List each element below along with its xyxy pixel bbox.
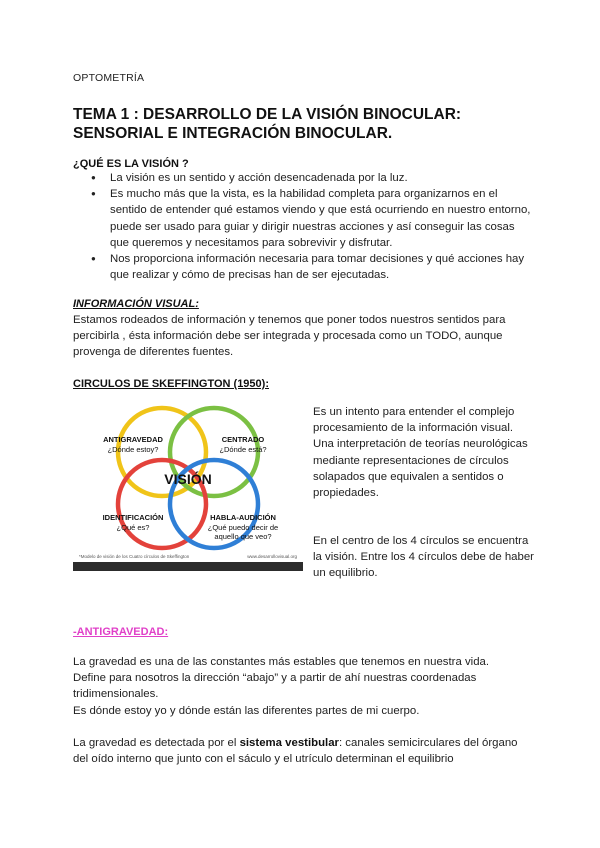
info-paragraph: Estamos rodeados de información y tenemos que poner todos nuestros sentidos para percibirla , ésta información debe ser integrada y procesada como un TODO, aunque provenga de diferentes fuentes. (73, 314, 506, 359)
antigravedad-paragraph-1: La gravedad es una de las constantes más estables que tenemos en nuestra vida. Define para nosotros la dirección “abajo” y a partir de ahí nuestras coordenadas tridimensionales. (73, 656, 490, 701)
section-heading-vision: ¿QUÉ ES LA VISIÓN ? (73, 158, 189, 170)
diagram-caption-left: *Modelo de visión de los Cuatro círculos de Skeffington (79, 554, 190, 559)
diagram-sub-antigravedad: ¿Dónde estoy? (107, 445, 159, 454)
skeffington-diagram (73, 392, 303, 585)
antigravedad-paragraph-3 (73, 735, 523, 767)
section-heading-info: INFORMACIÓN VISUAL: (73, 298, 199, 310)
diagram-sub-habla-audicion-1: ¿Qué puedo decir de (207, 523, 279, 532)
circles-svg (73, 392, 303, 572)
title-line-1: TEMA 1 : DESARROLLO DE LA VISIÓN BINOCULAR: (73, 106, 462, 123)
diagram-label-habla-audicion: HABLA-AUDICIÓN (210, 513, 276, 522)
diagram-sub-identificacion: ¿Qué es? (116, 523, 150, 532)
diagram-sub-centrado: ¿Dónde está? (219, 445, 267, 454)
diagram-bottom-bar (73, 562, 303, 571)
diagram-label-centrado: CENTRADO (221, 435, 265, 444)
diagram-center-label: VISIÓN (164, 471, 212, 487)
section-heading-antigravedad: -ANTIGRAVEDAD: (73, 626, 169, 638)
circles-description-2: En el centro de los 4 círculos se encuentra la visión. Entre los 4 círculos debe de haber un equilibrio. (313, 535, 534, 580)
diagram-label-antigravedad: ANTIGRAVEDAD (103, 435, 163, 444)
page-title (73, 105, 553, 143)
diagram-caption-right: www.desarrollovisual.org (247, 554, 297, 559)
paragraph-text: La gravedad es detectada por el (73, 737, 240, 749)
antigravedad-paragraph-2: Es dónde estoy yo y dónde están las diferentes partes de mi cuerpo. (73, 705, 420, 717)
list-item: ● Nos proporciona información necesaria para tomar decisiones y qué acciones hay que realizar y cómo de precisas han de ser ejecutadas. (91, 251, 531, 283)
vision-bullet-list (91, 170, 531, 283)
list-item: ● La visión es un sentido y acción desencadenada por la luz. (91, 170, 531, 186)
list-item: ● Es mucho más que la vista, es la habilidad completa para organizarnos en el sentido de entender qué estamos viendo y que está ocurriendo en nuestro entorno, puede ser usado para guiar y dirigir nuestras acciones y así conseguir las cosas que queremos y necesitamos para sobrevivir y disfrutar. (91, 186, 531, 251)
term-sistema-vestibular: sistema vestibular (239, 737, 339, 749)
subject-header: OPTOMETRÍA (73, 72, 145, 84)
diagram-sub-habla-audicion-2: aquello que veo? (214, 532, 272, 541)
diagram-label-identificacion: IDENTIFICACIÓN (102, 513, 164, 522)
paragraph-text: : canales semicirculares del órgano del oído interno que junto con el sáculo y el utrículo determinan el equilibrio (73, 737, 518, 766)
section-heading-circles: CIRCULOS DE SKEFFINGTON (1950): (73, 378, 269, 390)
title-line-2: SENSORIAL E INTEGRACIÓN BINOCULAR. (73, 125, 393, 142)
circles-description-1: Es un intento para entender el complejo procesamiento de la información visual. Una interpretación de teorías neurológicas mediante representaciones de círculos solapados que equivalen a sentidos o propiedades. (313, 406, 528, 500)
